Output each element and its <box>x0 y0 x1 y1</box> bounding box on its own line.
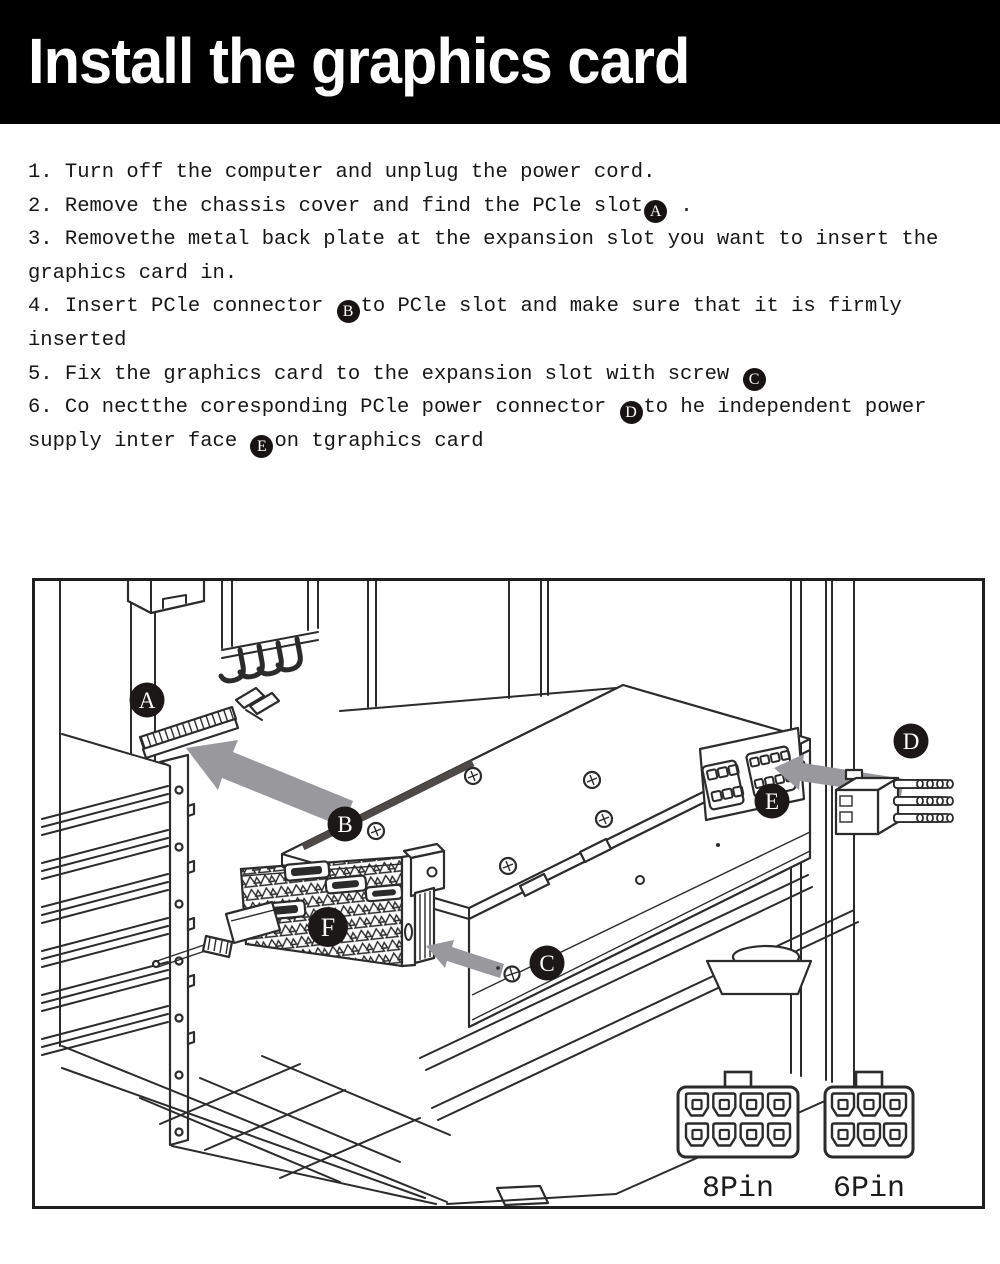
step-callout-badge-c: C <box>743 368 766 391</box>
instruction-line: inserted <box>28 328 127 352</box>
instruction-line: 4. Insert PCle connector B to PCle slot and make sure that it is firmly <box>28 290 968 324</box>
installation-diagram <box>32 578 985 1209</box>
insert-arrow-icon <box>186 740 353 827</box>
pin-connector-6pin <box>825 1072 913 1206</box>
diagram-callout-b <box>328 807 363 842</box>
instruction-line: 5. Fix the graphics card to the expansion slot with screw C <box>28 358 968 392</box>
instruction-line: 2. Remove the chassis cover and find the PCle slot A . <box>28 190 968 224</box>
svg-text:A: A <box>138 688 156 713</box>
instruction-line: supply inter face E on tgraphics card <box>28 425 968 459</box>
page-title: Install the graphics card <box>28 25 690 97</box>
diagram-callout-e <box>755 784 790 819</box>
power-plug-wires <box>894 780 953 822</box>
displayport-port <box>365 884 402 901</box>
step-callout-badge-b: B <box>337 300 360 323</box>
ram-slot-clips <box>221 581 318 681</box>
hdmi-port <box>325 875 366 893</box>
pin-connector-8pin <box>678 1072 798 1206</box>
instruction-line: graphics card in. <box>28 261 238 285</box>
diagram-callout-a <box>130 683 165 718</box>
step-callout-badge-e: E <box>250 435 273 458</box>
pin-connector-label: 6Pin <box>832 1172 906 1206</box>
title-bar <box>0 0 1000 124</box>
diagram-illustration <box>35 581 982 1206</box>
svg-text:E: E <box>764 789 780 814</box>
step-callout-badge-a: A <box>644 200 667 223</box>
displayport-port <box>284 861 329 881</box>
svg-text:F: F <box>320 913 336 942</box>
svg-text:C: C <box>539 951 555 976</box>
diagram-callout-d <box>894 724 929 759</box>
step-callout-badge-d: D <box>620 401 643 424</box>
svg-text:D: D <box>902 729 920 754</box>
svg-text:B: B <box>337 812 353 837</box>
instruction-line: 3. Removethe metal back plate at the expansion slot you want to insert the <box>28 228 939 252</box>
diagram-callout-c <box>530 946 565 981</box>
graphics-card <box>153 685 810 1027</box>
instruction-line: 6. Co nectthe coresponding PCle power connector D to he independent power <box>28 391 968 425</box>
pin-connector-label: 8Pin <box>701 1172 775 1206</box>
instruction-lines <box>28 156 968 458</box>
instruction-list <box>28 156 968 458</box>
diagram-callout-f <box>308 907 348 947</box>
instruction-line: 1. Turn off the computer and unplug the power cord. <box>28 161 656 184</box>
pcie-power-plug <box>836 770 953 834</box>
